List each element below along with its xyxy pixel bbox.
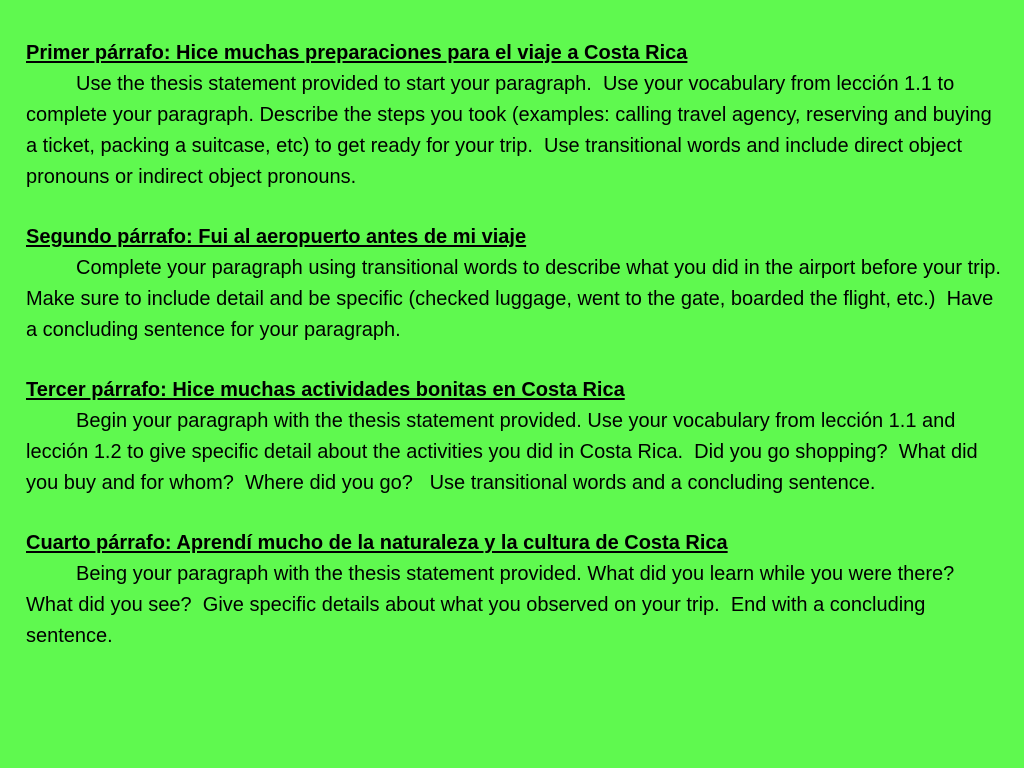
section-title: Tercer párrafo: Hice muchas actividades bonitas en Costa Rica <box>26 379 625 401</box>
section-body: Use the thesis statement provided to start your paragraph. Use your vocabulary from lección 1.1 to complete your paragraph. Describe the steps you took (examples: calling travel agency, reserving and buying a ticket, packing a suitcase, etc) to get ready for your trip. Use transitional words and include direct object pronouns or indirect object pronouns. <box>26 73 998 188</box>
section-title: Primer párrafo: Hice muchas preparaciones para el viaje a Costa Rica <box>26 42 688 64</box>
section-title: Segundo párrafo: Fui al aeropuerto antes de mi viaje <box>26 226 527 248</box>
section-segundo-parrafo <box>26 222 1013 346</box>
section-cuarto-parrafo <box>26 528 1004 652</box>
section-primer-parrafo <box>26 38 1004 193</box>
section-body: Complete your paragraph using transitional words to describe what you did in the airport before your trip. Make sure to include detail and be specific (checked luggage, went to the gate, boarded the flight, etc.) Have a concluding sentence for your paragraph. <box>26 257 1013 341</box>
section-tercer-parrafo <box>26 375 1004 499</box>
section-body: Being your paragraph with the thesis statement provided. What did you learn while you were there? What did you see? Give specific details about what you observed on your trip. End with a concluding sentence. <box>26 563 960 647</box>
section-title: Cuarto párrafo: Aprendí mucho de la naturaleza y la cultura de Costa Rica <box>26 532 728 554</box>
section-body: Begin your paragraph with the thesis statement provided. Use your vocabulary from lección 1.1 and lección 1.2 to give specific detail about the activities you did in Costa Rica. Did you go shopping? What did you buy and for whom? Where did you go? Use transitional words and a concluding sentence. <box>26 410 984 494</box>
